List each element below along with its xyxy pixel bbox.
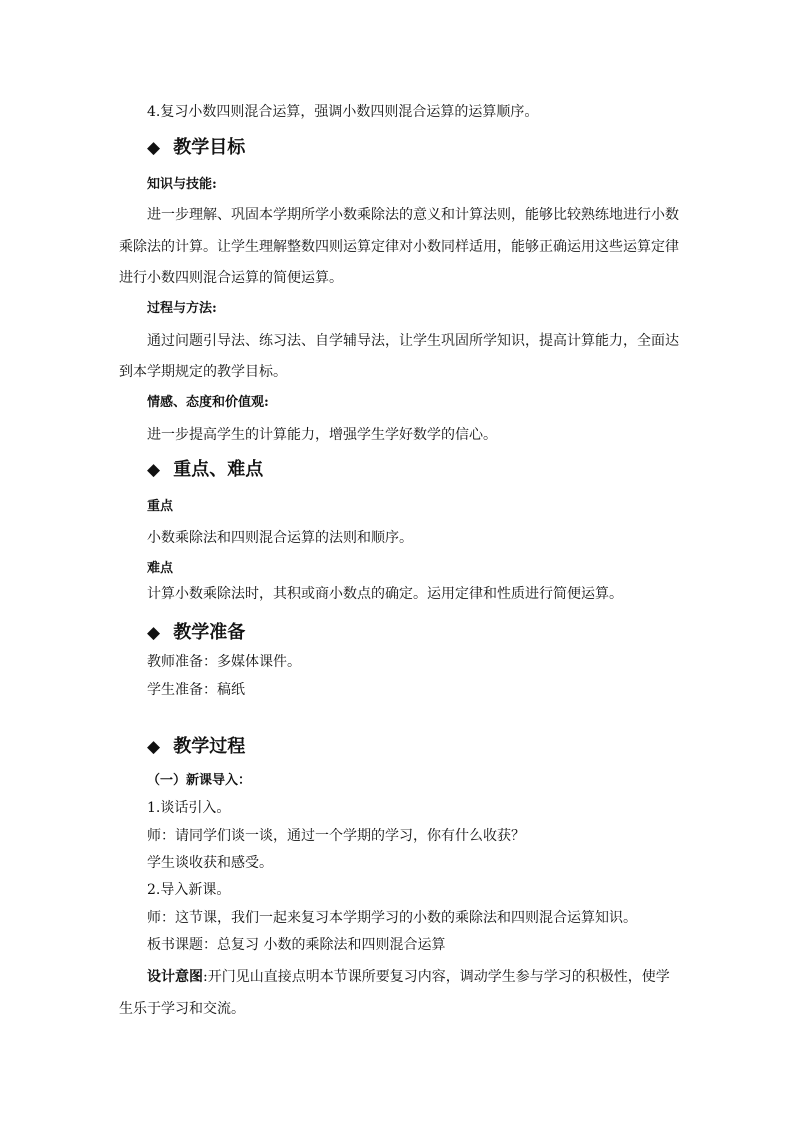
section-title-process: 教学过程	[173, 736, 246, 757]
process-line: 到本学期规定的教学目标。	[119, 364, 287, 380]
process-step-line: 师：这节课，我们一起来复习本学期学习的小数的乘除法和四则混合运算知识。	[147, 910, 637, 926]
difficult-label: 难点	[147, 561, 174, 576]
part1-label: （一）新课导入：	[147, 773, 252, 788]
knowledge-label: 知识与技能:	[147, 177, 217, 192]
process-step-line: 学生谈收获和感受。	[147, 855, 273, 871]
knowledge-line: 乘除法的计算。让学生理解整数四则运算定律对小数同样适用，能够正确运用这些运算定律	[119, 239, 679, 255]
process-step-line: 2.导入新课。	[147, 882, 231, 898]
diamond-bullet-icon: ◆	[147, 460, 161, 480]
difficult-text: 计算小数乘除法时，其积或商小数点的确定。运用定律和性质进行简便运算。	[147, 586, 623, 602]
section-heading-goals	[147, 136, 245, 160]
diamond-bullet-icon: ◆	[147, 737, 161, 757]
key-label: 重点	[147, 499, 174, 514]
student-preparation: 学生准备：稿纸	[147, 682, 245, 698]
emotion-label: 情感、态度和价值观:	[147, 395, 269, 410]
process-step-line: 师：请同学们谈一谈，通过一个学期的学习，你有什么收获？	[147, 828, 525, 844]
process-step-line: 1.谈话引入。	[147, 800, 231, 816]
section-heading-process	[147, 735, 245, 759]
section-title-key-points: 重点、难点	[173, 459, 264, 480]
section-heading-key-points	[147, 458, 263, 482]
design-intent-text: :开门见山直接点明本节课所要复习内容，调动学生参与学习的积极性，使学	[203, 969, 670, 985]
section-title-preparation: 教学准备	[173, 622, 246, 643]
knowledge-line: 进一步理解、巩固本学期所学小数乘除法的意义和计算法则，能够比较熟练地进行小数	[147, 207, 679, 223]
process-label: 过程与方法:	[147, 301, 217, 316]
diamond-bullet-icon: ◆	[147, 623, 161, 643]
design-intent-line-2: 生乐于学习和交流。	[119, 1001, 245, 1017]
diamond-bullet-icon: ◆	[147, 138, 161, 158]
emotion-line: 进一步提高学生的计算能力，增强学生学好数学的信心。	[147, 427, 497, 443]
teacher-preparation: 教师准备：多媒体课件。	[147, 654, 301, 670]
intro-line: 4.复习小数四则混合运算，强调小数四则混合运算的运算顺序。	[147, 104, 539, 120]
section-heading-preparation	[147, 621, 245, 645]
key-text: 小数乘除法和四则混合运算的法则和顺序。	[147, 530, 413, 546]
knowledge-line: 进行小数四则混合运算的简便运算。	[119, 270, 343, 286]
design-intent-label: 设计意图	[147, 969, 203, 985]
process-line: 通过问题引导法、练习法、自学辅导法，让学生巩固所学知识，提高计算能力，全面达	[147, 333, 679, 349]
process-step-line: 板书课题：总复习 小数的乘除法和四则混合运算	[147, 937, 446, 953]
section-title-goals: 教学目标	[173, 137, 246, 158]
design-intent-line	[147, 967, 670, 987]
